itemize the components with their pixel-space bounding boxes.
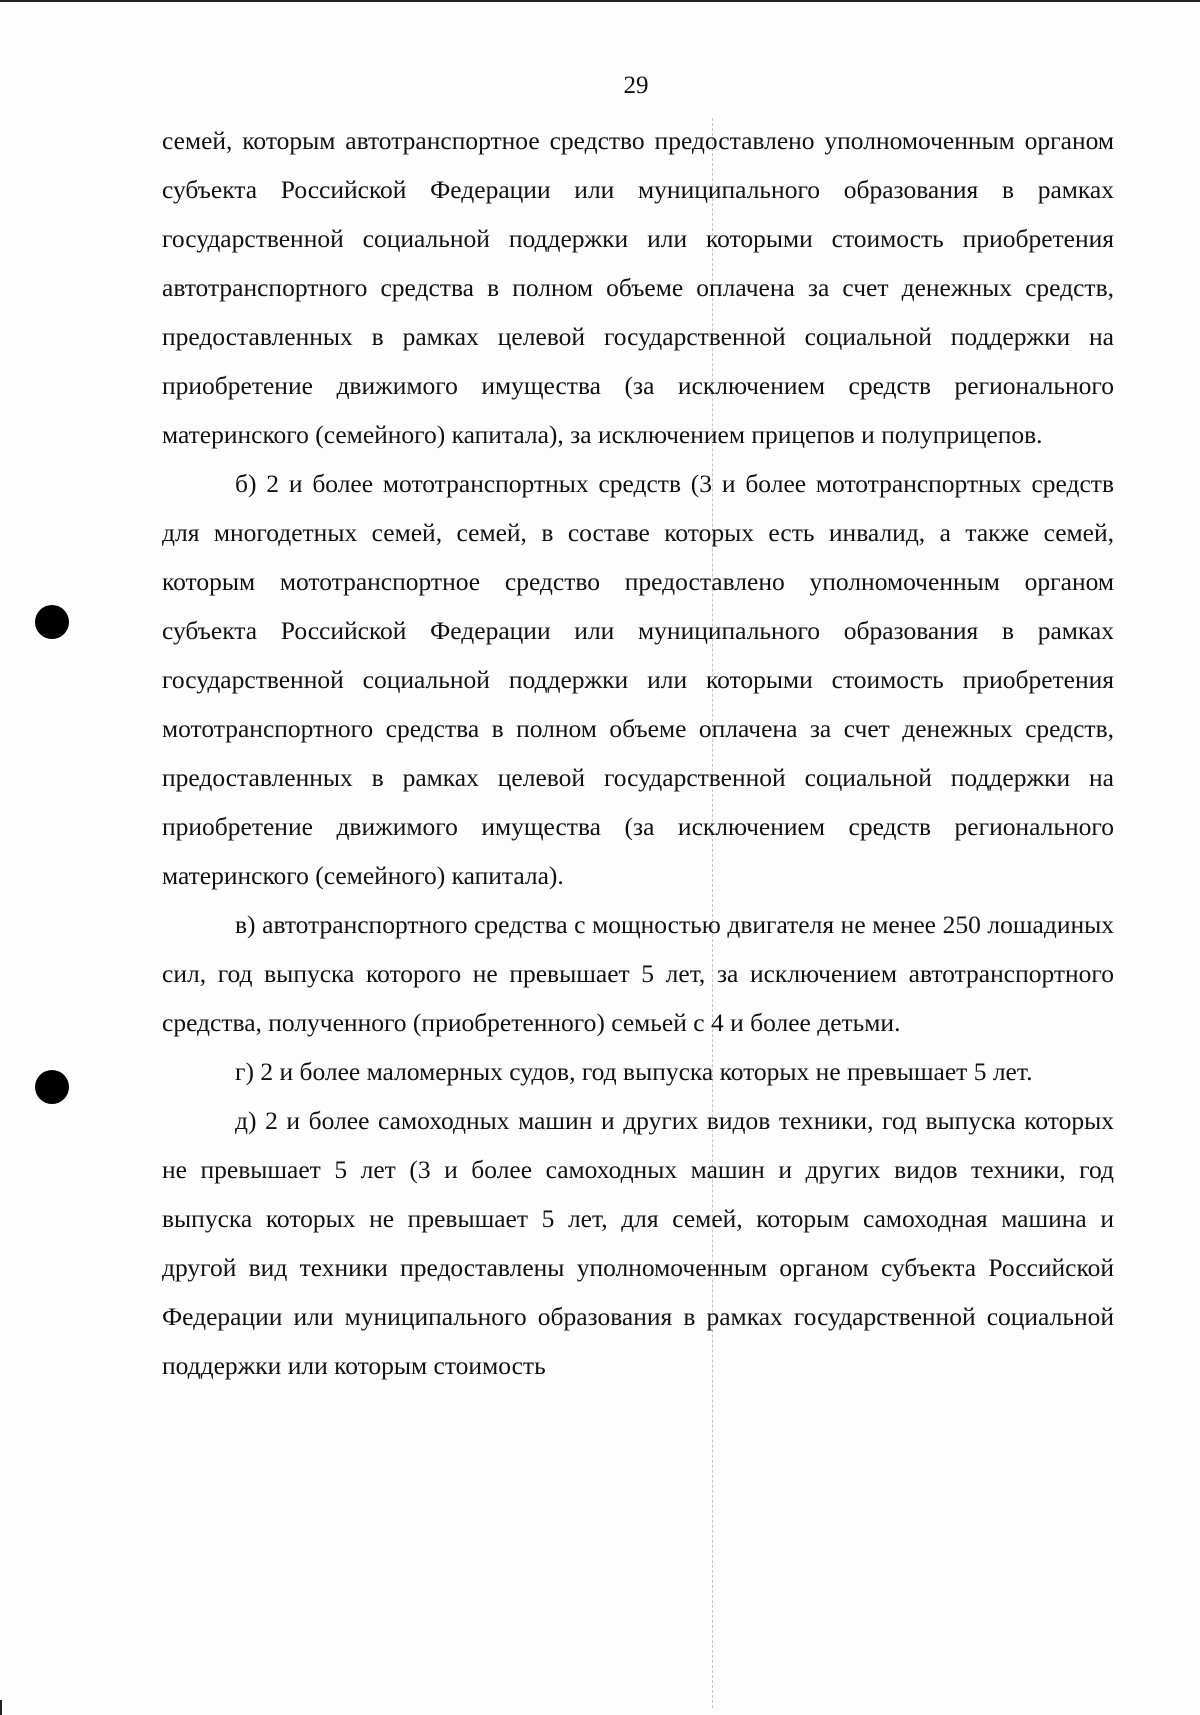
page-number: 29 (623, 72, 649, 99)
scan-edge-left (0, 1700, 2, 1715)
paragraph-item-g: г) 2 и более маломерных судов, год выпуска которых не превышает 5 лет. (235, 1057, 1033, 1086)
paragraph-item-d: д) 2 и более самоходных машин и других видов техники, год выпуска которых не превышает 5 лет (3 и более самоходных машин и других видов техники, год выпуска которых не превышает 5 лет, для семей, которым самоходная машина и другой вид техники предоставлены уполномоченным органом субъекта Российской Федерации или муниципального образования в рамках государственной социальной поддержки или которым стоимость (162, 1106, 1114, 1380)
document-body (162, 116, 1114, 1390)
punch-hole-top (35, 605, 69, 639)
paragraph-item-v: в) автотранспортного средства с мощностью двигателя не менее 250 лошадиных сил, год выпуска которого не превышает 5 лет, за исключением автотранспортного средства, полученного (приобретенного) семьей с 4 и более детьми. (162, 910, 1114, 1037)
punch-hole-bottom (35, 1070, 69, 1104)
scan-edge-top (0, 0, 1200, 2)
paragraph-item-b: б) 2 и более мототранспортных средств (3 и более мототранспортных средств для многодетных семей, семей, в составе которых есть инвалид, а также семей, которым мототранспортное средство предоставлено уполномоченным органом субъекта Российской Федерации или муниципального образования в рамках государственной социальной поддержки или которыми стоимость приобретения мототранспортного средства в полном объеме оплачена за счет денежных средств, предоставленных в рамках целевой государственной социальной поддержки на приобретение движимого имущества (за исключением средств регионального материнского (семейного) капитала). (162, 469, 1114, 890)
paragraph-continuation: семей, которым автотранспортное средство предоставлено уполномоченным органом субъекта Российской Федерации или муниципального образования в рамках государственной социальной поддержки или которыми стоимость приобретения автотранспортного средства в полном объеме оплачена за счет денежных средств, предоставленных в рамках целевой государственной социальной поддержки на приобретение движимого имущества (за исключением средств регионального материнского (семейного) капитала), за исключением прицепов и полуприцепов. (162, 126, 1114, 449)
